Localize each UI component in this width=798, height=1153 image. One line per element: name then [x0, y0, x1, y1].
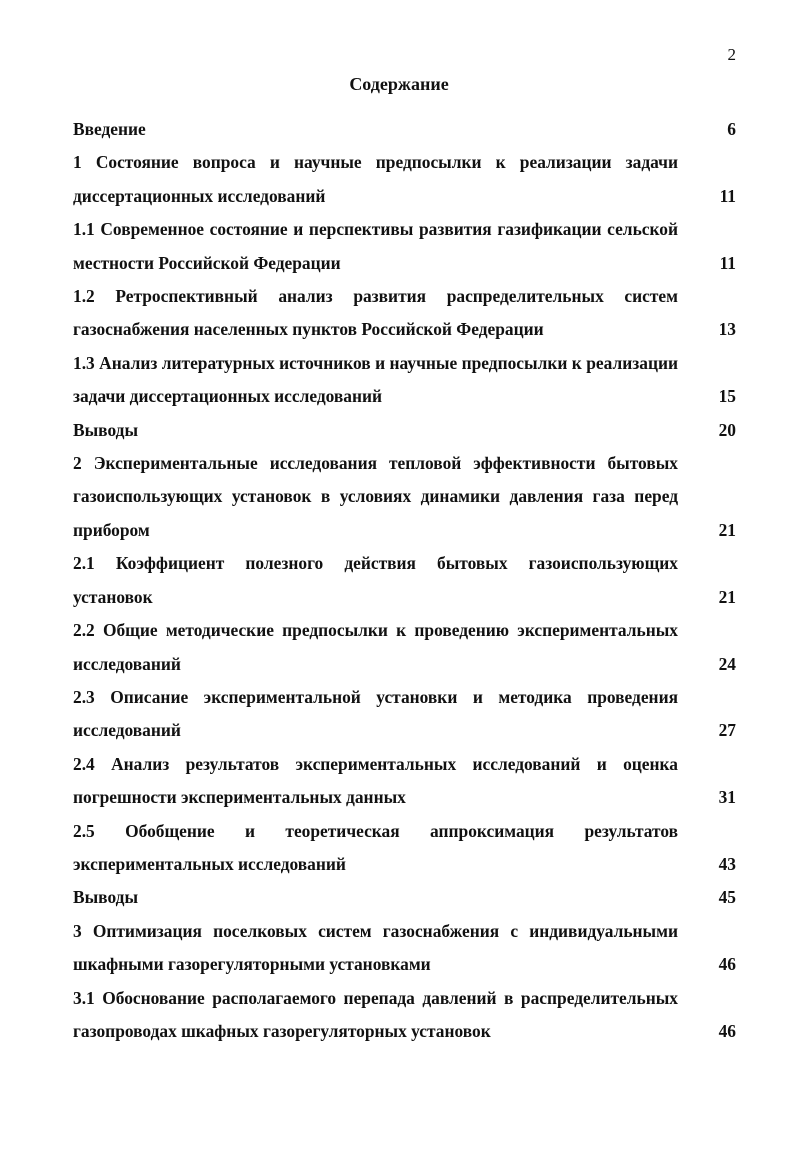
- toc-entry: [73, 748, 736, 815]
- toc-entry-page: 27: [718, 720, 736, 741]
- toc-entry-text: 1.2 Ретроспективный анализ развития распределительных систем газоснабжения населенных пунктов Российской Федерации: [73, 286, 678, 340]
- toc-entry-text: Выводы: [73, 887, 139, 908]
- toc-entry: [73, 414, 736, 447]
- toc-entry-text: 3.1 Обоснование располагаемого перепада давлений в распределительных газопроводах шкафных газорегуляторных установок: [73, 987, 678, 1041]
- toc-entry-page: 11: [719, 185, 736, 206]
- toc-entry-text: 2.1 Коэффициент полезного действия бытовых газоиспользующих установок: [73, 553, 678, 607]
- toc-entry-page: 46: [718, 954, 736, 975]
- toc-entry-page: 45: [718, 887, 736, 908]
- toc-entry: [73, 547, 736, 614]
- page-number: 2: [727, 45, 736, 64]
- toc-entry-text: 1 Состояние вопроса и научные предпосылки к реализации задачи диссертационных исследований: [73, 152, 678, 206]
- toc-entry: [73, 213, 736, 280]
- toc-entry: [73, 347, 736, 414]
- toc-entry: [73, 815, 736, 882]
- toc-entry: [73, 614, 736, 681]
- toc-entry-page: 6: [727, 119, 736, 139]
- toc-entry-page: 11: [719, 252, 736, 273]
- toc-entry-text: Введение: [73, 119, 146, 139]
- toc-entry: [73, 982, 736, 1049]
- toc-entry-text: 1.3 Анализ литературных источников и научные предпосылки к реализации задачи диссертационных исследований: [73, 352, 678, 407]
- page-title: Содержание: [349, 74, 449, 94]
- toc-entry-page: 31: [718, 787, 736, 808]
- toc-entry: [73, 146, 736, 213]
- toc-entry-text: 1.1 Современное состояние и перспективы развития газификации сельской местности Российской Федерации: [73, 219, 678, 273]
- table-of-contents: [73, 113, 736, 1048]
- toc-entry-page: 13: [718, 319, 736, 340]
- toc-entry-page: 20: [718, 419, 736, 440]
- toc-entry: [73, 113, 736, 146]
- toc-entry-page: 15: [718, 386, 736, 407]
- toc-entry-text: 2.2 Общие методические предпосылки к проведению экспериментальных исследований: [73, 620, 678, 674]
- toc-entry-page: 46: [718, 1020, 736, 1041]
- toc-entry: [73, 915, 736, 982]
- toc-entry: [73, 881, 736, 914]
- toc-entry: [73, 447, 736, 547]
- toc-entry-page: 21: [718, 586, 736, 607]
- toc-entry-page: 43: [718, 853, 736, 874]
- toc-entry-page: 24: [718, 653, 736, 674]
- toc-entry-text: 2.3 Описание экспериментальной установки и методика проведения исследований: [73, 686, 678, 741]
- toc-entry-page: 21: [718, 519, 736, 540]
- toc-entry-text: 2 Экспериментальные исследования тепловой эффективности бытовых газоиспользующих установок в условиях динамики давления газа перед прибором: [73, 453, 678, 540]
- toc-entry-text: Выводы: [73, 419, 139, 440]
- toc-entry: [73, 280, 736, 347]
- toc-entry-text: 2.4 Анализ результатов экспериментальных исследований и оценка погрешности экспериментальных данных: [73, 753, 678, 808]
- toc-entry: [73, 681, 736, 748]
- toc-entry-text: 3 Оптимизация поселковых систем газоснабжения с индивидуальными шкафными газорегуляторными установками: [73, 920, 678, 975]
- toc-entry-text: 2.5 Обобщение и теоретическая аппроксимация результатов экспериментальных исследований: [73, 820, 678, 874]
